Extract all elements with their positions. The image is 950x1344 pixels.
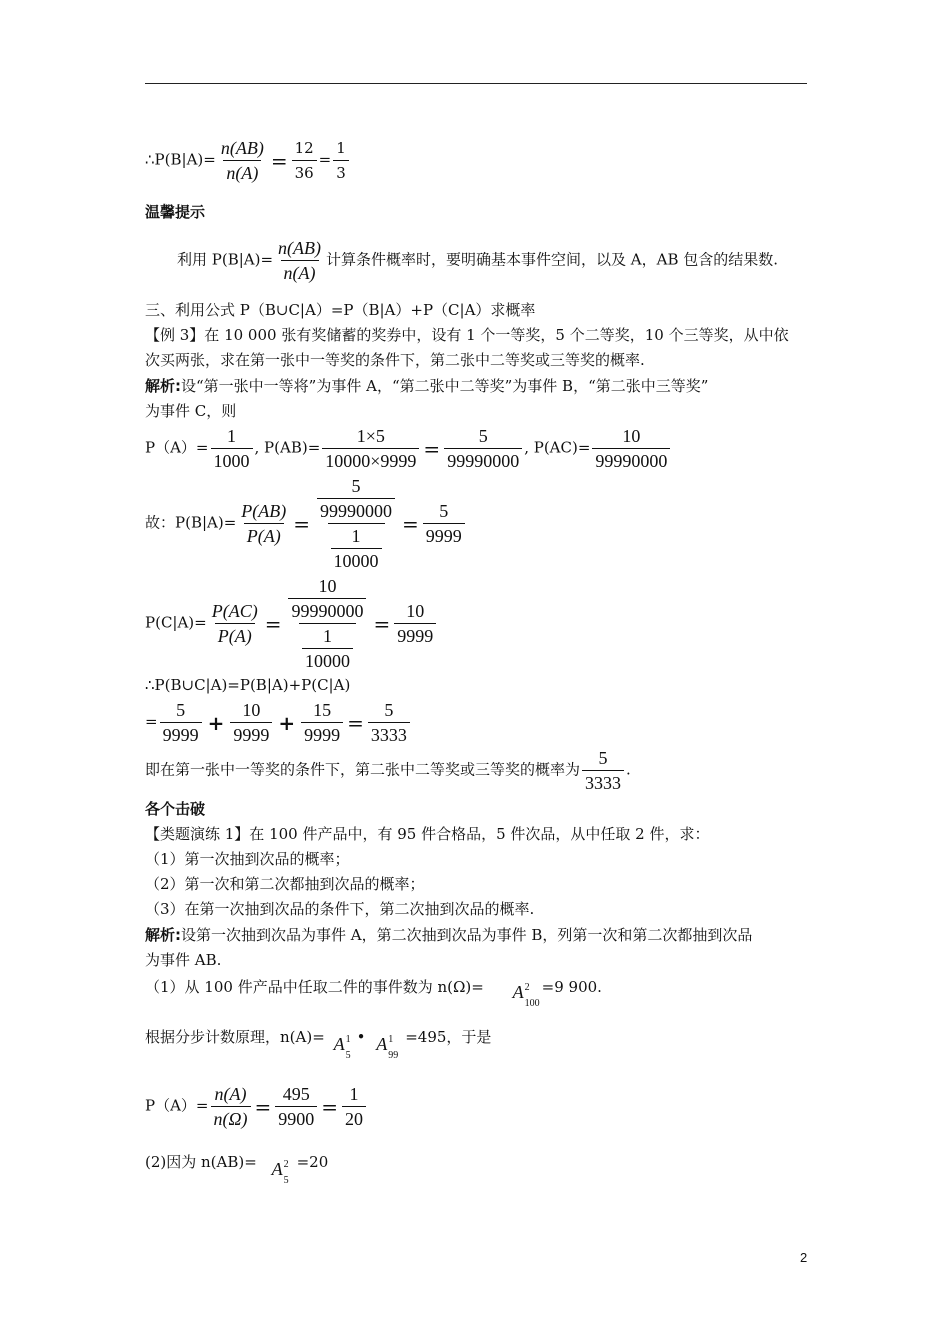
step-1-line: （1）从 100 件产品中任取二件的事件数为 n(Ω)= A 2 100 =9 900. (145, 978, 602, 1009)
plus-sign: + (207, 710, 225, 735)
fraction: $\frac{10}{9999}$ (230, 698, 272, 747)
formula-pca: P(C|A)= $\frac{P(AC)}{P(A)}$ = $\frac{\frac{10}{99990000}}{\frac{1}{10000}}$ = $\frac{10}{9999}$ (145, 574, 438, 673)
solution-label: 解析: (145, 377, 181, 395)
equals-sign: = (423, 436, 441, 461)
drill-question-1: （1）第一次抽到次品的概率； (145, 850, 350, 868)
equals-sign: = (254, 1094, 272, 1119)
fraction: $\frac{1}{20}$ (342, 1082, 366, 1131)
permutation-symbol: A 2 5 (271, 1159, 289, 1186)
fraction: $\frac{10}{9999}$ (394, 599, 436, 648)
solution-2-line-2: 为事件 AB. (145, 951, 222, 969)
solution-label: 解析: (145, 926, 181, 944)
fraction: $\frac{1}{10000}$ (302, 624, 353, 673)
fraction: $\frac{5}{99990000}$ (444, 424, 522, 473)
formula-pa: P（A）= $\frac{n(A)}{n(\Omega)}$ = $\frac{495}{9900}$ = $\frac{1}{20}$ (145, 1082, 368, 1131)
formula-gu-pba: 故：P(B|A)= $\frac{P(AB)}{P(A)}$ = $\frac{\frac{5}{99990000}}{\frac{1}{10000}}$ = $\frac{5}{9999}$ (145, 474, 467, 573)
formula-pba: ∴P(B|A)= $\frac{n(AB)}{n(A)}$ = $\frac{12}{36}$ = $\frac{1}{3}$ (145, 136, 351, 185)
drill-1-line: 【类题演练 1】在 100 件产品中，有 95 件合格品，5 件次品，从中任取 2 件，求： (145, 825, 710, 843)
fraction: $\frac{15}{9999}$ (301, 698, 343, 747)
union-formula: ∴P(B∪C|A)=P(B|A)+P(C|A) (145, 676, 351, 694)
solution-line-2: 为事件 C，则 (145, 402, 237, 420)
section-heading-gegepo: 各个击破 (145, 800, 206, 818)
fraction: $\frac{5}{9999}$ (423, 499, 465, 548)
fraction: $\frac{495}{9900}$ (275, 1082, 317, 1131)
example-3-line-2: 次买两张，求在第一张中一等奖的条件下，第二张中二等奖或三等奖的概率. (145, 351, 645, 369)
permutation-symbol: A 1 99 (376, 1034, 399, 1061)
fraction: $\frac{1}{10000}$ (331, 524, 382, 573)
section-three-heading: 三、利用公式 P（B∪C|A）=P（B|A）+P（C|A）求概率 (145, 301, 536, 319)
plus-sign: + (278, 710, 296, 735)
conclusion: 即在第一张中一等奖的条件下，第二张中二等奖或三等奖的概率为 $\frac{5}{3333}$ . (145, 748, 631, 793)
complex-fraction (314, 474, 398, 573)
drill-question-2: （2）第一次和第二次都抽到次品的概率； (145, 875, 425, 893)
fraction: $\frac{10}{99990000}$ (288, 574, 366, 623)
equals-sign: = (293, 511, 311, 536)
fraction: $\frac{12}{36}$ (292, 136, 317, 185)
solution-line-1: 解析:设“第一张中一等将”为事件 A，“第二张中二等奖”为事件 B，“第二张中三等奖” (145, 377, 709, 395)
equals-sign: = (373, 611, 391, 636)
fraction: $\frac{1}{3}$ (333, 136, 349, 185)
fraction: $\frac{5}{3333}$ (368, 698, 410, 747)
fraction: $\frac{5}{9999}$ (160, 698, 202, 747)
permutation-symbol: A 2 100 (512, 982, 540, 1009)
fraction: $\frac{1\times 5}{10000\times 9999}$ (322, 424, 419, 473)
fraction: $\frac{n(AB)}{n(A)}$ (278, 238, 322, 283)
header-rule (145, 83, 807, 84)
tip-text: 利用 P(B|A)= $\frac{n(AB)}{n(A)}$ 计算条件概率时，要明确基本事件空间，以及 A，AB 包含的结果数. (177, 238, 779, 283)
fraction: $\frac{P(AC)}{P(A)}$ (211, 601, 258, 646)
fraction: $\frac{1}{1000}$ (211, 424, 253, 473)
equals-sign: = (347, 710, 364, 735)
formula-prefix: ∴P(B|A)= (145, 150, 216, 169)
sum-formula: = $\frac{5}{9999}$ + $\frac{10}{9999}$ + $\frac{15}{9999}$ = $\frac{5}{3333}$ (145, 698, 412, 747)
fraction: $\frac{5}{99990000}$ (317, 474, 395, 523)
solution-2-line-1: 解析:设第一次抽到次品为事件 A，第二次抽到次品为事件 B，列第一次和第二次都抽到次品 (145, 926, 753, 944)
fraction: $\frac{10}{99990000}$ (592, 424, 670, 473)
fraction: $\frac{P(AB)}{P(A)}$ (241, 501, 287, 546)
permutation-symbol: A 1 5 (333, 1034, 351, 1061)
equals-sign: = (264, 611, 282, 636)
equals-sign: = (402, 511, 419, 536)
equals-sign: = (321, 1094, 339, 1119)
fraction: $\frac{n(A)}{n(\Omega)}$ (211, 1082, 251, 1131)
drill-question-3: （3）在第一次抽到次品的条件下，第二次抽到次品的概率. (145, 900, 535, 918)
tip-heading: 温馨提示 (145, 203, 206, 221)
fraction: $\frac{n(AB)}{n(A)}$ (220, 138, 264, 183)
counting-principle-line: 根据分步计数原理，n(A)= A 1 5 • A 1 99 =495，于是 (145, 1028, 492, 1061)
probability-definitions: P（A）= $\frac{1}{1000}$ , P(AB)= $\frac{1\times 5}{10000\times 9999}$ = $\frac{5}{99990000}$ , P(AC)= $\frac{10}{99990000}$ (145, 424, 672, 473)
step-2-line: (2)因为 n(AB)= A 2 5 =20 (145, 1153, 329, 1186)
fraction: $\frac{5}{3333}$ (582, 746, 624, 795)
page-number: 2 (800, 1250, 808, 1265)
example-3-line-1: 【例 3】在 10 000 张有奖储蓄的奖券中，设有 1 个一等奖，5 个二等奖，10 个三等奖，从中依 (145, 326, 789, 344)
complex-fraction (285, 574, 369, 673)
equals-sign: = (270, 148, 288, 173)
